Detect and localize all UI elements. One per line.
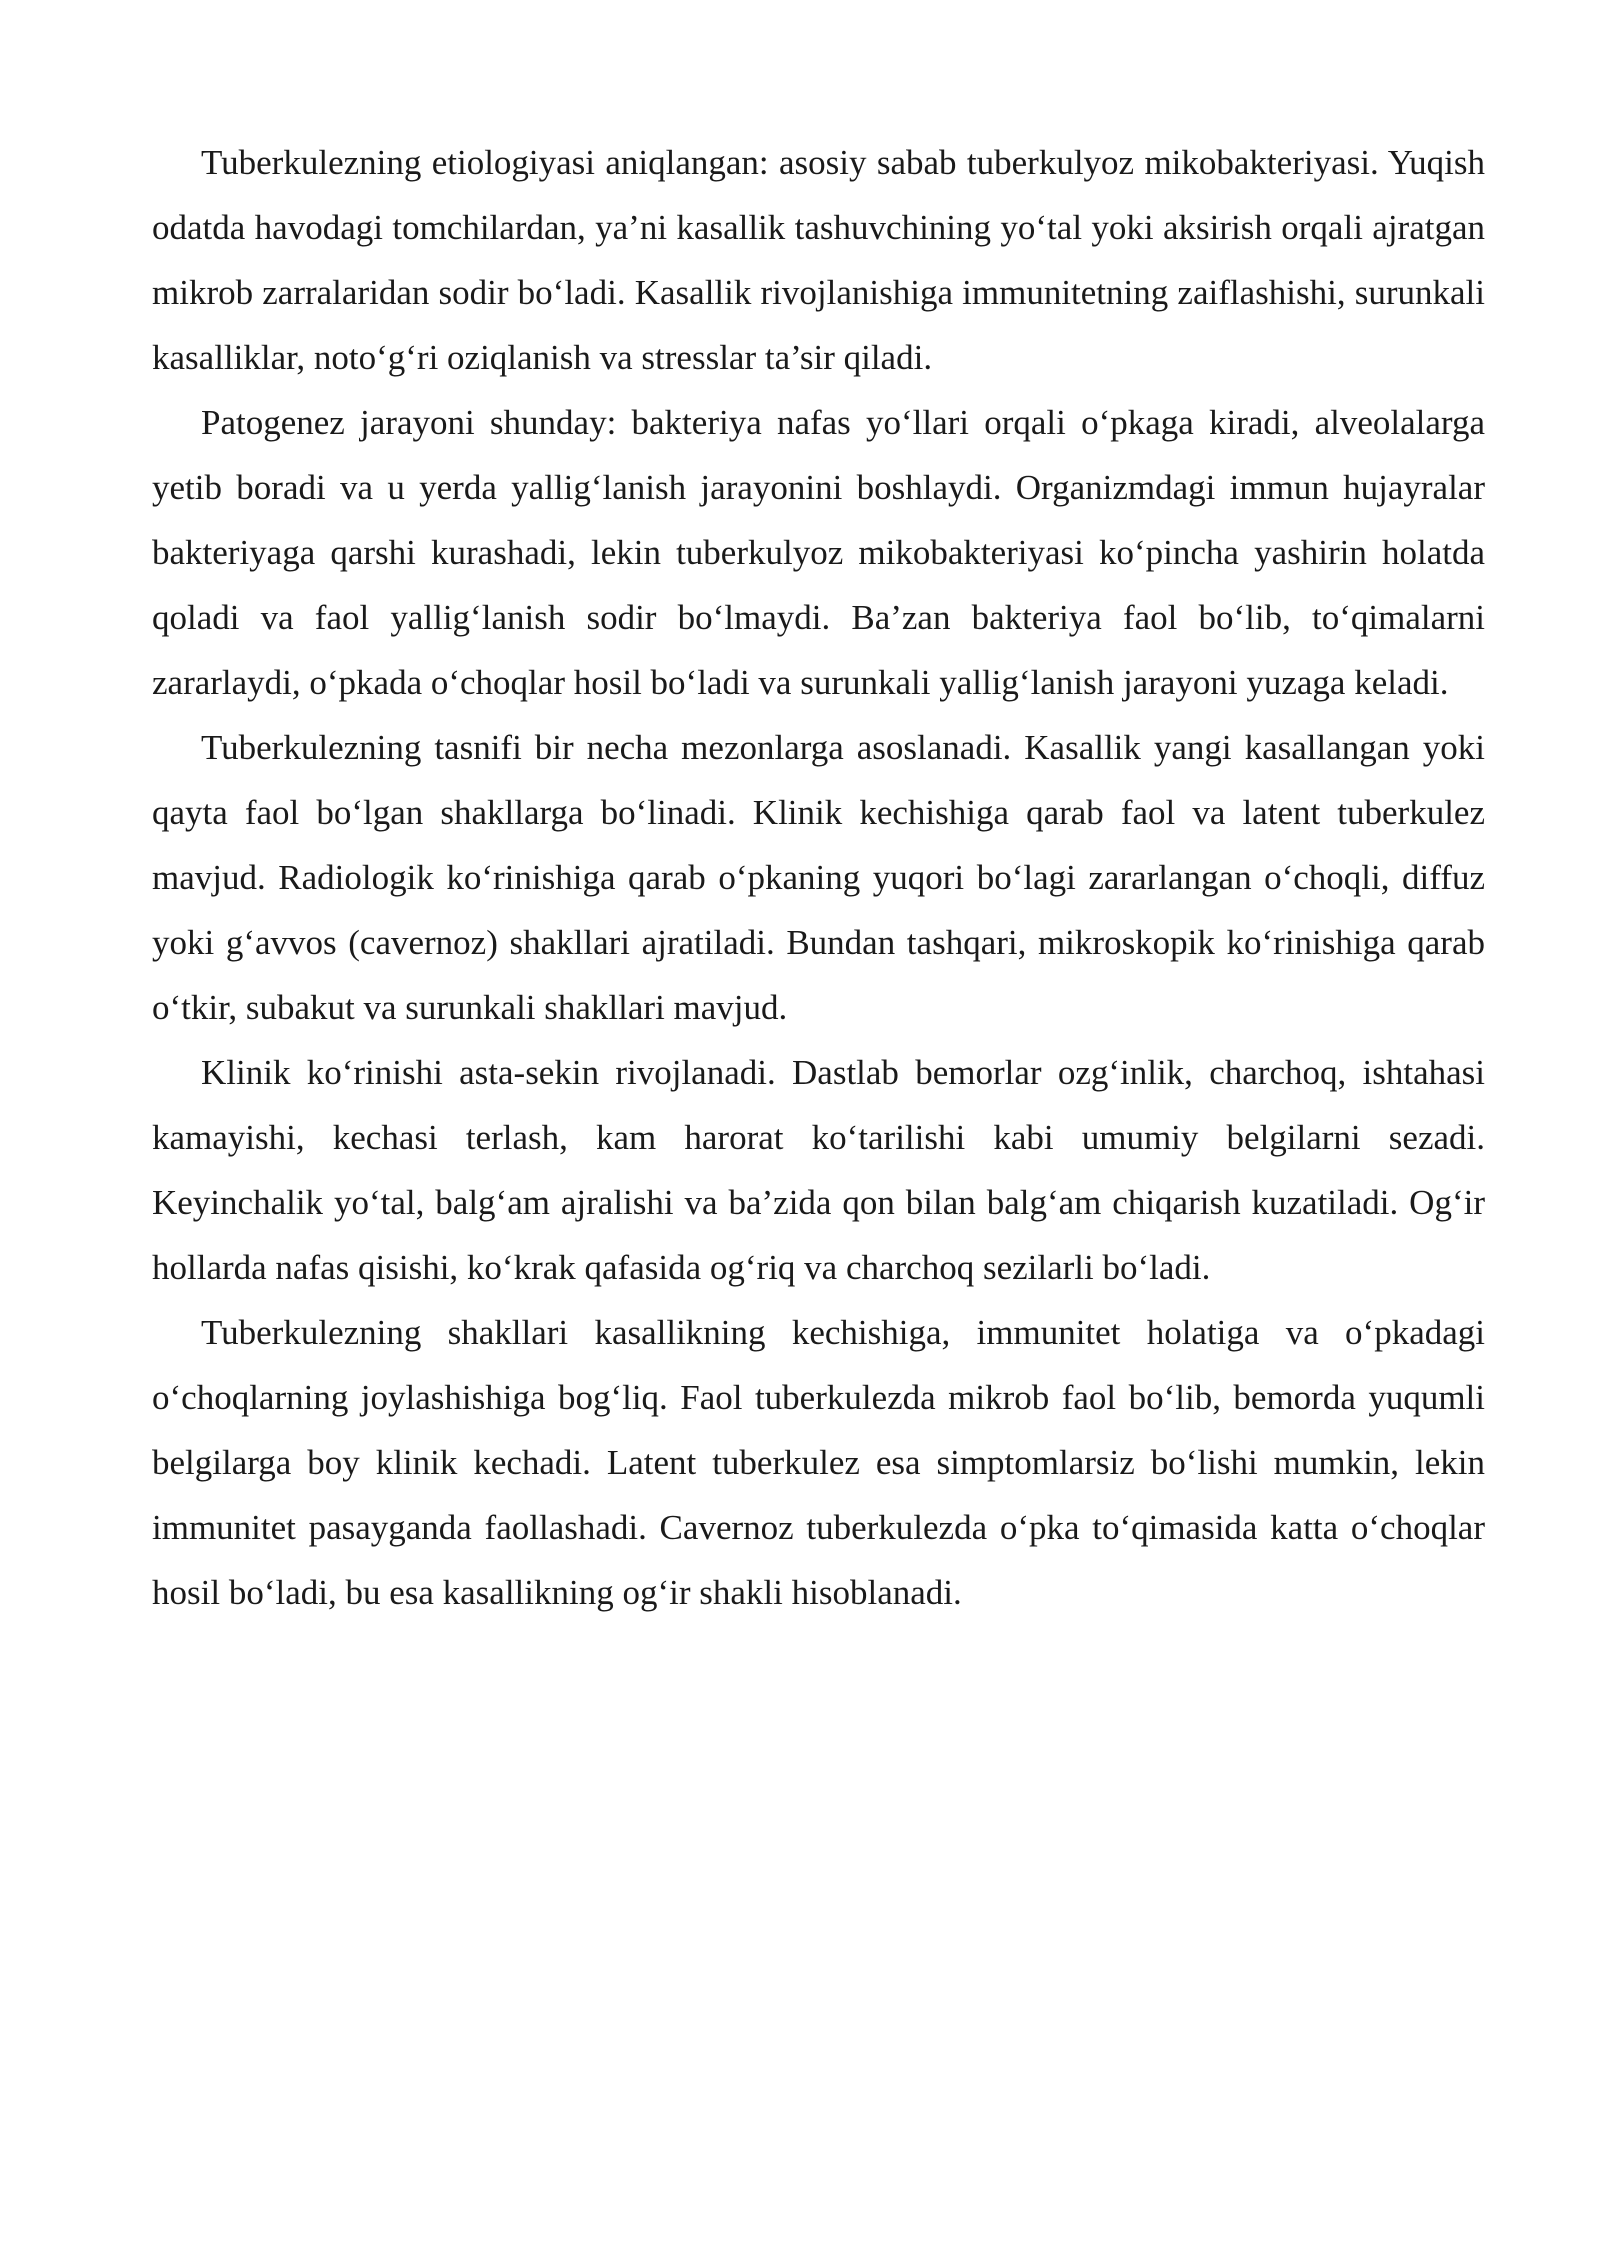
paragraph-pathogenesis: Patogenez jarayoni shunday: bakteriya nafas yo‘llari orqali o‘pkaga kiradi, alveolalarga yetib boradi va u yerda yallig‘lanish jarayonini boshlaydi. Organizmdagi immun hujayralar bakteriyaga qarshi kurashadi, lekin tuberkulyoz mikobakteriyasi ko‘pincha yashirin holatda qoladi va faol yallig‘lanish sodir bo‘lmaydi. Ba’zan bakteriya faol bo‘lib, to‘qimalarni zararlaydi, o‘pkada o‘choqlar hosil bo‘ladi va surunkali yallig‘lanish jarayoni yuzaga keladi. bbox=[152, 403, 1485, 702]
paragraph-classification: Tuberkulezning tasnifi bir necha mezonlarga asoslanadi. Kasallik yangi kasallangan yoki qayta faol bo‘lgan shakllarga bo‘linadi. Klinik kechishiga qarab faol va latent tuberkulez mavjud. Radiologik ko‘rinishiga qarab o‘pkaning yuqori bo‘lagi zararlangan o‘choqli, diffuz yoki g‘avvos (cavernoz) shakllari ajratiladi. Bundan tashqari, mikroskopik ko‘rinishiga qarab o‘tkir, subakut va surunkali shakllari mavjud. bbox=[152, 728, 1485, 1027]
paragraph-etiology: Tuberkulezning etiologiyasi aniqlangan: asosiy sabab tuberkulyoz mikobakteriyasi. Yuqish odatda havodagi tomchilardan, ya’ni kasallik tashuvchining yo‘tal yoki aksirish orqali ajratgan mikrob zarralaridan sodir bo‘ladi. Kasallik rivojlanishiga immunitetning zaiflashishi, surunkali kasalliklar, noto‘g‘ri oziqlanish va stresslar ta’sir qiladi. bbox=[152, 143, 1485, 377]
paragraph-clinical-picture: Klinik ko‘rinishi asta-sekin rivojlanadi. Dastlab bemorlar ozg‘inlik, charchoq, ishtahasi kamayishi, kechasi terlash, kam harorat ko‘tarilishi kabi umumiy belgilarni sezadi. Keyinchalik yo‘tal, balg‘am ajralishi va ba’zida qon bilan balg‘am chiqarish kuzatiladi. Og‘ir hollarda nafas qisishi, ko‘krak qafasida og‘riq va charchoq sezilarli bo‘ladi. bbox=[152, 1053, 1485, 1287]
paragraph-forms: Tuberkulezning shakllari kasallikning kechishiga, immunitet holatiga va o‘pkadagi o‘choqlarning joylashishiga bog‘liq. Faol tuberkulezda mikrob faol bo‘lib, bemorda yuqumli belgilarga boy klinik kechadi. Latent tuberkulez esa simptomlarsiz bo‘lishi mumkin, lekin immunitet pasayganda faollashadi. Cavernoz tuberkulezda o‘pka to‘qimasida katta o‘choqlar hosil bo‘ladi, bu esa kasallikning og‘ir shakli hisoblanadi. bbox=[152, 1313, 1485, 1612]
document-body bbox=[152, 130, 1485, 1625]
